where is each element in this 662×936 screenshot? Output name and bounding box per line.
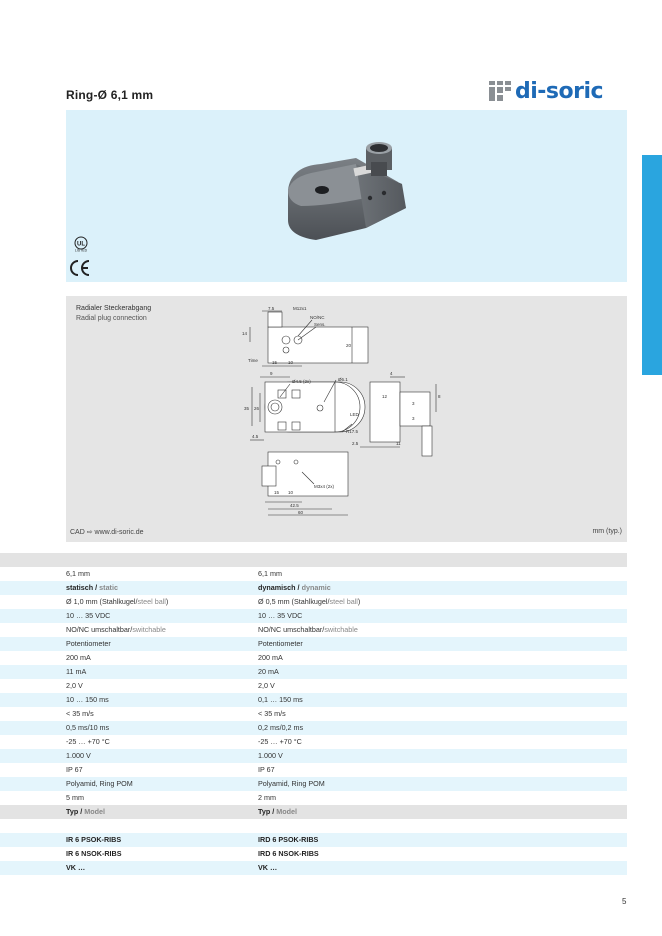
cell-translation: switchable bbox=[324, 625, 358, 634]
dim-8: 8 bbox=[438, 394, 441, 399]
cell-text: 1.000 V bbox=[66, 751, 91, 760]
table-row bbox=[0, 735, 627, 749]
cell-text: 20 mA bbox=[258, 667, 279, 676]
cell-suffix: ) bbox=[165, 597, 169, 606]
dim-26: 26 bbox=[254, 406, 260, 411]
cell-translation: Model bbox=[84, 807, 106, 816]
table-cell-right bbox=[258, 581, 331, 595]
cell-translation: static bbox=[99, 583, 118, 592]
table-cell-right bbox=[258, 679, 275, 693]
cell-text: Typ bbox=[258, 807, 271, 816]
dim-10-a: 10 bbox=[288, 360, 294, 365]
table-row bbox=[0, 763, 627, 777]
cell-separator: / bbox=[295, 583, 302, 592]
table-cell-left bbox=[66, 693, 109, 707]
drawing-caption-en: Radial plug connection bbox=[76, 315, 147, 322]
dim-15-b: 15 bbox=[274, 490, 280, 495]
cell-separator: / bbox=[93, 583, 100, 592]
table-row bbox=[0, 623, 627, 637]
cell-text: 5 mm bbox=[66, 793, 84, 802]
cell-separator: / bbox=[270, 807, 277, 816]
cell-text: 200 mA bbox=[258, 653, 283, 662]
cell-text: IR 6 PSOK-RIBS bbox=[66, 835, 122, 844]
table-row bbox=[0, 707, 627, 721]
label-d61: Ø6.1 bbox=[338, 377, 348, 382]
table-row bbox=[0, 693, 627, 707]
cell-text: 2 mm bbox=[258, 793, 276, 802]
table-cell-right bbox=[258, 791, 276, 805]
table-cell-right bbox=[258, 595, 360, 609]
label-m3: M3x4 (2x) bbox=[314, 484, 335, 489]
cell-text: Potentiometer bbox=[66, 639, 111, 648]
label-d45: Ø4.5 (2x) bbox=[292, 379, 311, 384]
dim-2-5: 2.5 bbox=[352, 441, 359, 446]
cell-text: 0,5 ms/10 ms bbox=[66, 723, 110, 732]
cell-text: 11 mA bbox=[66, 667, 87, 676]
dim-4-5: 4.5 bbox=[252, 434, 259, 439]
label-time: Time bbox=[248, 358, 258, 363]
drawing-caption-de: Radialer Steckerabgang bbox=[76, 305, 152, 312]
cell-text: IRD 6 PSOK-RIBS bbox=[258, 835, 319, 844]
table-cell-right bbox=[258, 637, 303, 651]
di-soric-logo-icon bbox=[489, 81, 511, 101]
svg-text:UL: UL bbox=[77, 241, 85, 248]
cell-text: 1.000 V bbox=[258, 751, 283, 760]
cell-text: 200 mA bbox=[66, 653, 91, 662]
cell-translation: dynamic bbox=[301, 583, 331, 592]
ul-listed-icon bbox=[70, 236, 92, 252]
cell-text: 6,1 mm bbox=[66, 569, 90, 578]
dim-15-a: 15 bbox=[272, 360, 278, 365]
cell-text: IRD 6 NSOK-RIBS bbox=[258, 849, 319, 858]
table-cell-left bbox=[66, 567, 90, 581]
table-cell-right bbox=[258, 749, 283, 763]
brand-logo bbox=[489, 78, 603, 104]
cell-text: VK … bbox=[66, 863, 86, 872]
table-cell-left bbox=[66, 679, 83, 693]
cell-text: < 35 m/s bbox=[66, 709, 94, 718]
label-m12: M12x1 bbox=[293, 306, 307, 311]
dimension-drawing bbox=[240, 302, 470, 522]
table-cell-left bbox=[66, 707, 94, 721]
dim-9: 9 bbox=[270, 371, 273, 376]
table-cell-right bbox=[258, 707, 286, 721]
table-row bbox=[0, 637, 627, 651]
cell-translation: steel ball bbox=[329, 597, 358, 606]
cell-text: 0,2 ms/0,2 ms bbox=[258, 723, 304, 732]
table-row bbox=[0, 833, 627, 847]
table-cell-left bbox=[66, 763, 83, 777]
spec-table bbox=[0, 553, 627, 875]
table-cell-left bbox=[66, 637, 111, 651]
table-cell-right bbox=[258, 567, 282, 581]
table-cell-left bbox=[66, 805, 105, 819]
table-row bbox=[0, 595, 627, 609]
dim-10-b: 10 bbox=[288, 490, 294, 495]
table-cell-right bbox=[258, 609, 302, 623]
dim-35: 35 bbox=[244, 406, 250, 411]
table-cell-right bbox=[258, 721, 303, 735]
table-cell-right bbox=[258, 805, 297, 819]
cell-text: Typ bbox=[66, 807, 79, 816]
table-row bbox=[0, 721, 627, 735]
brand-name: di-soric bbox=[515, 78, 604, 104]
table-row bbox=[0, 777, 627, 791]
table-row bbox=[0, 791, 627, 805]
dim-4: 4 bbox=[390, 371, 393, 376]
cell-text: Ø 1,0 mm (Stahlkugel/ bbox=[66, 597, 138, 606]
table-row bbox=[0, 679, 627, 693]
unit-note: mm (typ.) bbox=[592, 528, 622, 535]
cell-text: 0,1 … 150 ms bbox=[258, 695, 303, 704]
table-row bbox=[0, 819, 627, 833]
table-cell-right bbox=[258, 651, 283, 665]
dim-3-a: 3 bbox=[412, 401, 415, 406]
dim-3-b: 3 bbox=[412, 416, 415, 421]
table-cell-right bbox=[258, 833, 318, 847]
cell-suffix: ) bbox=[357, 597, 361, 606]
cell-text: IR 6 NSOK-RIBS bbox=[66, 849, 122, 858]
section-tab-marker bbox=[642, 155, 662, 375]
table-cell-right bbox=[258, 665, 279, 679]
cell-text: 10 … 35 VDC bbox=[66, 611, 111, 620]
table-cell-right bbox=[258, 777, 325, 791]
ce-mark-icon bbox=[69, 259, 91, 277]
dim-11: 11 bbox=[396, 441, 401, 446]
cell-text: Polyamid, Ring POM bbox=[258, 779, 325, 788]
cell-translation: switchable bbox=[132, 625, 166, 634]
table-cell-left bbox=[66, 777, 133, 791]
table-row bbox=[0, 861, 627, 875]
label-sens: Sens. bbox=[314, 322, 326, 327]
dim-12: 12 bbox=[382, 394, 388, 399]
cad-link[interactable]: CAD ⇨ www.di-soric.de bbox=[70, 529, 144, 536]
cell-text: Ø 0,5 mm (Stahlkugel/ bbox=[258, 597, 330, 606]
page-title: Ring-Ø 6,1 mm bbox=[66, 88, 154, 102]
cell-text: IP 67 bbox=[258, 765, 275, 774]
table-cell-left bbox=[66, 581, 118, 595]
cell-text: 6,1 mm bbox=[258, 569, 282, 578]
dim-20: 20 bbox=[346, 343, 352, 348]
cell-text: Potentiometer bbox=[258, 639, 303, 648]
cell-text: statisch bbox=[66, 583, 94, 592]
table-cell-right bbox=[258, 735, 302, 749]
table-row bbox=[0, 805, 627, 819]
cell-text: dynamisch bbox=[258, 583, 296, 592]
table-row bbox=[0, 581, 627, 595]
cell-separator: / bbox=[78, 807, 85, 816]
cell-translation: Model bbox=[276, 807, 298, 816]
table-cell-left bbox=[66, 595, 168, 609]
table-row bbox=[0, 651, 627, 665]
page-number: 5 bbox=[622, 897, 627, 906]
cell-text: NO/NC umschaltbar/ bbox=[258, 625, 325, 634]
product-photo-panel bbox=[66, 110, 627, 282]
sensor-photo bbox=[66, 110, 627, 282]
dim-7-5: 7.5 bbox=[268, 306, 275, 311]
table-cell-right bbox=[258, 763, 275, 777]
cell-text: < 35 m/s bbox=[258, 709, 286, 718]
cell-text: 10 … 150 ms bbox=[66, 695, 109, 704]
table-cell-right bbox=[258, 693, 303, 707]
cell-text: -25 … +70 °C bbox=[66, 737, 110, 746]
dim-60: 60 bbox=[298, 510, 304, 515]
table-cell-left bbox=[66, 749, 91, 763]
table-cell-right bbox=[258, 623, 358, 637]
label-nonc: NO/NC bbox=[310, 315, 325, 320]
dim-42-5: 42.5 bbox=[290, 503, 299, 508]
table-cell-left bbox=[66, 791, 84, 805]
cell-text: -25 … +70 °C bbox=[258, 737, 302, 746]
cell-text: IP 67 bbox=[66, 765, 83, 774]
table-row bbox=[0, 847, 627, 861]
cell-translation: steel ball bbox=[137, 597, 166, 606]
cell-text: NO/NC umschaltbar/ bbox=[66, 625, 133, 634]
table-cell-left bbox=[66, 609, 110, 623]
table-cell-left bbox=[66, 833, 121, 847]
cell-text: 2,0 V bbox=[258, 681, 275, 690]
table-cell-left bbox=[66, 735, 110, 749]
label-r175: R17.5 bbox=[346, 429, 359, 434]
svg-text:LISTED: LISTED bbox=[74, 248, 88, 252]
table-row bbox=[0, 749, 627, 763]
table-cell-left bbox=[66, 847, 122, 861]
cell-text: 10 … 35 VDC bbox=[258, 611, 303, 620]
table-cell-left bbox=[66, 721, 109, 735]
cell-text: Polyamid, Ring POM bbox=[66, 779, 133, 788]
cell-text: 2,0 V bbox=[66, 681, 83, 690]
table-cell-left bbox=[66, 665, 86, 679]
table-cell-left bbox=[66, 623, 166, 637]
label-led: LED bbox=[350, 412, 359, 417]
table-cell-left bbox=[66, 861, 85, 875]
dim-14: 14 bbox=[242, 331, 248, 336]
table-row bbox=[0, 553, 627, 567]
table-cell-left bbox=[66, 651, 91, 665]
table-cell-right bbox=[258, 861, 277, 875]
table-row bbox=[0, 665, 627, 679]
table-row bbox=[0, 609, 627, 623]
cell-text: VK … bbox=[258, 863, 278, 872]
table-row bbox=[0, 567, 627, 581]
table-cell-right bbox=[258, 847, 319, 861]
